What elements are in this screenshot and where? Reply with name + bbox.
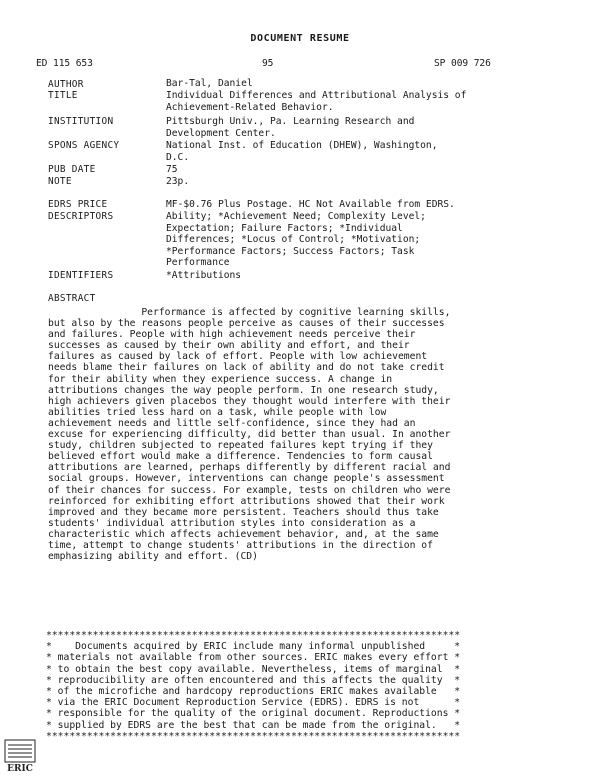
svg-text:ERIC: ERIC [7,764,33,774]
field-value-edrs-price: MF-$0.76 Plus Postage. HC Not Available from EDRS. [166,199,455,210]
field-label-descriptors: DESCRIPTORS [48,211,114,222]
field-value-note: 23p. [166,176,190,187]
page-code: 95 [262,58,274,69]
field-value-pub-date: 75 [166,164,178,175]
field-value-identifiers: *Attributions [166,270,242,281]
field-label-title: TITLE [48,90,78,101]
field-label-spons-agency: SPONS AGENCY [48,140,120,151]
field-label-edrs-price: EDRS PRICE [48,199,108,210]
abstract-label: ABSTRACT [48,293,96,304]
field-value-institution: Pittsburgh Univ., Pa. Learning Research and Development Center. [166,116,415,139]
field-value-author: Bar-Tal, Daniel [166,78,253,89]
abstract-text: Performance is affected by cognitive learning skills, but also by the reasons people perceive as causes of their successes and failures. People with high achievement needs perceive their successes as caused by their own ability and effort, and their failures as caused by lack of effort. People with low achievement needs blame their failures on lack of ability and do not take credit for their ability when they experience success. A change in attributions changes the way people perform. In one research study, high achievers given placebos they thought would interfere with their abilities tried less hard on a task, while people with low achievement needs and little self-confidence, since they had an excuse for experiencing difficulty, did better than usual. In another study, children subjected to repeated failures kept trying if they believed effort would make a difference. Tendencies to form causal attributions are learned, perhaps differently by different racial and social groups. However, interventions can change people's assessment of their chances for success. For example, tests on children who were reinforced for exhibiting effort attributions showed that their work improved and they became more persistent. Teachers should thus take students' individual attribution styles into consideration as a characteristic which affects achievement behavior, and, at the same time, attempt to change students' attributions in the direction of emphasizing ability and effort. (CD) [48,307,451,563]
field-value-title: Individual Differences and Attributional Analysis of Achievement-Related Behavior. [166,90,467,113]
document-title: DOCUMENT RESUME [250,33,350,44]
field-label-note: NOTE [48,176,72,187]
sp-number: SP 009 726 [434,58,491,69]
field-value-descriptors: Ability; *Achievement Need; Complexity Level; Expectation; Failure Factors; *Individual Differences; *Locus of Control; *Motivation; *Performance Factors; Success Factors; Task Performance [166,211,426,268]
field-label-identifiers: IDENTIFIERS [48,270,114,281]
ed-number: ED 115 653 [36,58,93,69]
field-label-pub-date: PUB DATE [48,164,96,175]
field-value-spons-agency: National Inst. of Education (DHEW), Washington, D.C. [166,140,438,163]
field-label-institution: INSTITUTION [48,116,114,127]
eric-logo [4,738,36,774]
eric-disclaimer-box: *********************************************************************** * Documents acquired by ERIC include many informal unpublished * * materials not available from other sources. ERIC makes every effort * * to obtain the best copy available. Nevertheless, items of marginal * * reproducibility are often encountered and this affects the quality * * of the microfiche and hardcopy reproductions ERIC makes available * * via the ERIC Document Reproduction Service (EDRS). EDRS is not * * responsible for the quality of the original document. Reproductions * * supplied by EDRS are the best that can be made from the original. * *********************************************************************** [46,630,461,742]
field-label-author: AUTHOR [48,79,84,90]
